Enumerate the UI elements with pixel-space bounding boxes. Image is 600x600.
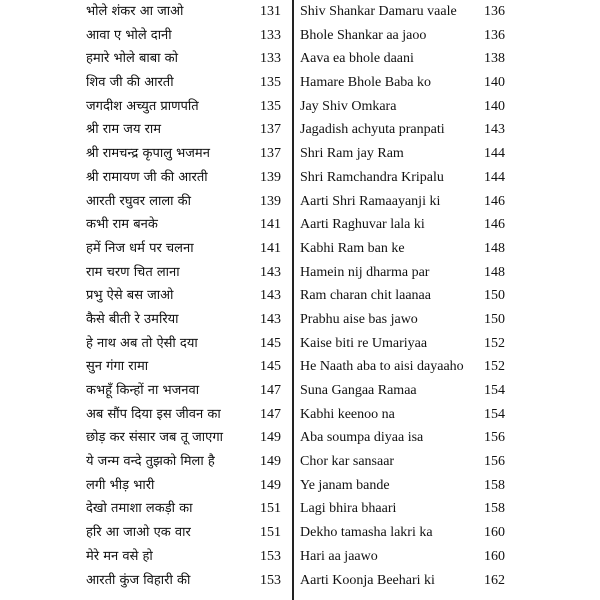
index-row-roman	[294, 24, 600, 48]
hindi-title-column	[0, 0, 292, 592]
song-title: अब सौंप दिया इस जीवन का	[86, 406, 221, 422]
song-title: हमारे भोले बाबा को	[86, 51, 179, 67]
page-number: 145	[260, 335, 281, 351]
song-title: Jay Shiv Omkara	[300, 98, 397, 114]
page-number: 162	[484, 572, 505, 588]
page-number: 147	[260, 383, 281, 398]
page-number: 133	[260, 27, 281, 43]
song-title: श्री रामायण जी की आरती	[86, 169, 208, 185]
song-title: कभहूँ किन्हों ना भजनवा	[86, 383, 200, 398]
index-row-roman	[294, 545, 600, 569]
index-row-hindi	[0, 403, 292, 427]
song-title: Ye janam bande	[300, 477, 390, 493]
index-row-roman	[294, 379, 600, 403]
page-number: 156	[484, 454, 505, 470]
page-number: 139	[260, 169, 281, 185]
page-number: 154	[484, 383, 505, 398]
index-row-hindi	[0, 308, 292, 332]
page-number: 153	[260, 548, 281, 564]
page-number: 141	[260, 217, 281, 233]
index-row-hindi	[0, 379, 292, 403]
page-number: 158	[484, 477, 505, 493]
song-title: हमें निज धर्म पर चलना	[86, 240, 194, 256]
page-number: 136	[484, 27, 505, 43]
page-number: 152	[484, 359, 505, 375]
song-title: Hari aa jaawo	[300, 548, 378, 564]
song-title: Prabhu aise bas jawo	[300, 311, 418, 327]
index-row-hindi	[0, 545, 292, 569]
index-row-roman	[294, 142, 600, 166]
index-row-roman	[294, 403, 600, 427]
song-title: Kabhi Ram ban ke	[300, 240, 405, 256]
page-number: 160	[484, 525, 505, 541]
page-number: 146	[484, 217, 505, 233]
index-row-roman	[294, 237, 600, 261]
page-number: 150	[484, 311, 505, 327]
index-row-roman	[294, 332, 600, 356]
page-number: 151	[260, 501, 281, 517]
song-title: लगी भीड़ भारी	[86, 477, 155, 493]
index-row-roman	[294, 474, 600, 498]
song-title: देखो तमाशा लकड़ी का	[86, 501, 193, 517]
index-row-roman	[294, 0, 600, 24]
song-title: Suna Gangaa Ramaa	[300, 383, 417, 398]
song-title: शिव जी की आरती	[86, 75, 174, 91]
page-number: 148	[484, 264, 505, 280]
index-row-hindi	[0, 237, 292, 261]
song-title: प्रभु ऐसे बस जाओ	[86, 288, 174, 304]
song-title: मेरे मन वसे हो	[86, 548, 153, 564]
index-row-hindi	[0, 261, 292, 285]
index-row-hindi	[0, 0, 292, 24]
song-title: हरि आ जाओ एक वार	[86, 525, 191, 541]
song-title: Shri Ram jay Ram	[300, 146, 404, 162]
index-row-roman	[294, 190, 600, 214]
song-title: आरती रघुवर लाला की	[86, 193, 192, 209]
index-row-hindi	[0, 284, 292, 308]
page-number: 153	[260, 572, 281, 588]
song-title: हे नाथ अब तो ऐसी दया	[86, 335, 198, 351]
index-row-hindi	[0, 190, 292, 214]
index-row-roman	[294, 71, 600, 95]
page-number: 140	[484, 75, 505, 91]
page-number: 154	[484, 406, 505, 422]
index-row-hindi	[0, 569, 292, 593]
index-row-roman	[294, 450, 600, 474]
song-title: Aarti Raghuvar lala ki	[300, 217, 425, 233]
index-row-roman	[294, 213, 600, 237]
song-title: राम चरण चित लाना	[86, 264, 180, 280]
song-title: Lagi bhira bhaari	[300, 501, 397, 517]
page-number: 143	[260, 311, 281, 327]
index-row-roman	[294, 308, 600, 332]
page-number: 143	[260, 264, 281, 280]
page-number: 158	[484, 501, 505, 517]
song-title: कैसे बीती रे उमरिया	[86, 311, 179, 327]
index-row-roman	[294, 261, 600, 285]
song-title: Aarti Koonja Beehari ki	[300, 572, 435, 588]
index-row-roman	[294, 569, 600, 593]
index-row-hindi	[0, 24, 292, 48]
index-row-roman	[294, 284, 600, 308]
page-number: 149	[260, 430, 281, 446]
page-number: 140	[484, 98, 505, 114]
page-number: 149	[260, 477, 281, 493]
song-title: ये जन्म वन्दे तुझको मिला है	[86, 454, 215, 470]
song-title: श्री राम जय राम	[86, 122, 162, 138]
song-title: Shri Ramchandra Kripalu	[300, 169, 444, 185]
song-title: Shiv Shankar Damaru vaale	[300, 4, 457, 19]
page-number: 133	[260, 51, 281, 67]
page-number: 149	[260, 454, 281, 470]
index-row-roman	[294, 521, 600, 545]
page-number: 156	[484, 430, 505, 446]
song-title: Aba soumpa diyaa isa	[300, 430, 424, 446]
song-title: Ram charan chit laanaa	[300, 288, 431, 304]
song-title: आवा ए भोले दानी	[86, 27, 172, 43]
page-number: 143	[484, 122, 505, 138]
page-number: 152	[484, 335, 505, 351]
index-row-hindi	[0, 474, 292, 498]
index-row-hindi	[0, 118, 292, 142]
song-title: सुन गंगा रामा	[86, 359, 149, 375]
index-row-roman	[294, 355, 600, 379]
song-title: छोड़ कर संसार जब तू जाएगा	[86, 430, 224, 446]
song-title: आरती कुंज विहारी की	[86, 572, 191, 588]
page-number: 144	[484, 146, 505, 162]
song-title: भोले शंकर आ जाओ	[86, 4, 184, 19]
song-title: जगदीश अच्युत प्राणपति	[86, 98, 199, 114]
page-number: 150	[484, 288, 505, 304]
song-title: Hamare Bhole Baba ko	[300, 75, 432, 91]
page-number: 146	[484, 193, 505, 209]
page-number: 139	[260, 193, 281, 209]
index-row-hindi	[0, 166, 292, 190]
page-number: 144	[484, 169, 505, 185]
page-number: 143	[260, 288, 281, 304]
page-number: 151	[260, 525, 281, 541]
index-row-hindi	[0, 497, 292, 521]
index-row-roman	[294, 47, 600, 71]
page-number: 160	[484, 548, 505, 564]
transliterated-title-column	[294, 0, 600, 592]
index-row-hindi	[0, 142, 292, 166]
index-row-roman	[294, 426, 600, 450]
page-number: 148	[484, 240, 505, 256]
song-title: Chor kar sansaar	[300, 454, 395, 470]
page-number: 131	[260, 4, 281, 19]
page-number: 135	[260, 75, 281, 91]
page-number: 147	[260, 406, 281, 422]
page-number: 145	[260, 359, 281, 375]
page-number: 141	[260, 240, 281, 256]
index-row-hindi	[0, 95, 292, 119]
song-title: Kabhi keenoo na	[300, 406, 395, 422]
index-row-hindi	[0, 450, 292, 474]
page-number: 137	[260, 122, 281, 138]
index-row-hindi	[0, 521, 292, 545]
page-number: 136	[484, 4, 505, 19]
song-title: Aava ea bhole daani	[300, 51, 414, 67]
song-title: He Naath aba to aisi dayaaho	[300, 359, 464, 375]
page-number: 138	[484, 51, 505, 67]
index-row-roman	[294, 166, 600, 190]
index-row-hindi	[0, 47, 292, 71]
page-number: 135	[260, 98, 281, 114]
index-row-hindi	[0, 71, 292, 95]
index-row-roman	[294, 95, 600, 119]
song-title: श्री रामचन्द्र कृपालु भजमन	[86, 146, 210, 162]
index-row-hindi	[0, 355, 292, 379]
song-title: Bhole Shankar aa jaoo	[300, 27, 427, 43]
song-title: कभी राम बनके	[86, 217, 158, 233]
index-row-hindi	[0, 426, 292, 450]
index-row-hindi	[0, 213, 292, 237]
song-title: Hamein nij dharma par	[300, 264, 430, 280]
index-row-roman	[294, 497, 600, 521]
page-number: 137	[260, 146, 281, 162]
song-title: Dekho tamasha lakri ka	[300, 525, 433, 541]
song-title: Jagadish achyuta pranpati	[300, 122, 445, 138]
song-title: Kaise biti re Umariyaa	[300, 335, 428, 351]
index-row-hindi	[0, 332, 292, 356]
song-title: Aarti Shri Ramaayanji ki	[300, 193, 441, 209]
index-row-roman	[294, 118, 600, 142]
